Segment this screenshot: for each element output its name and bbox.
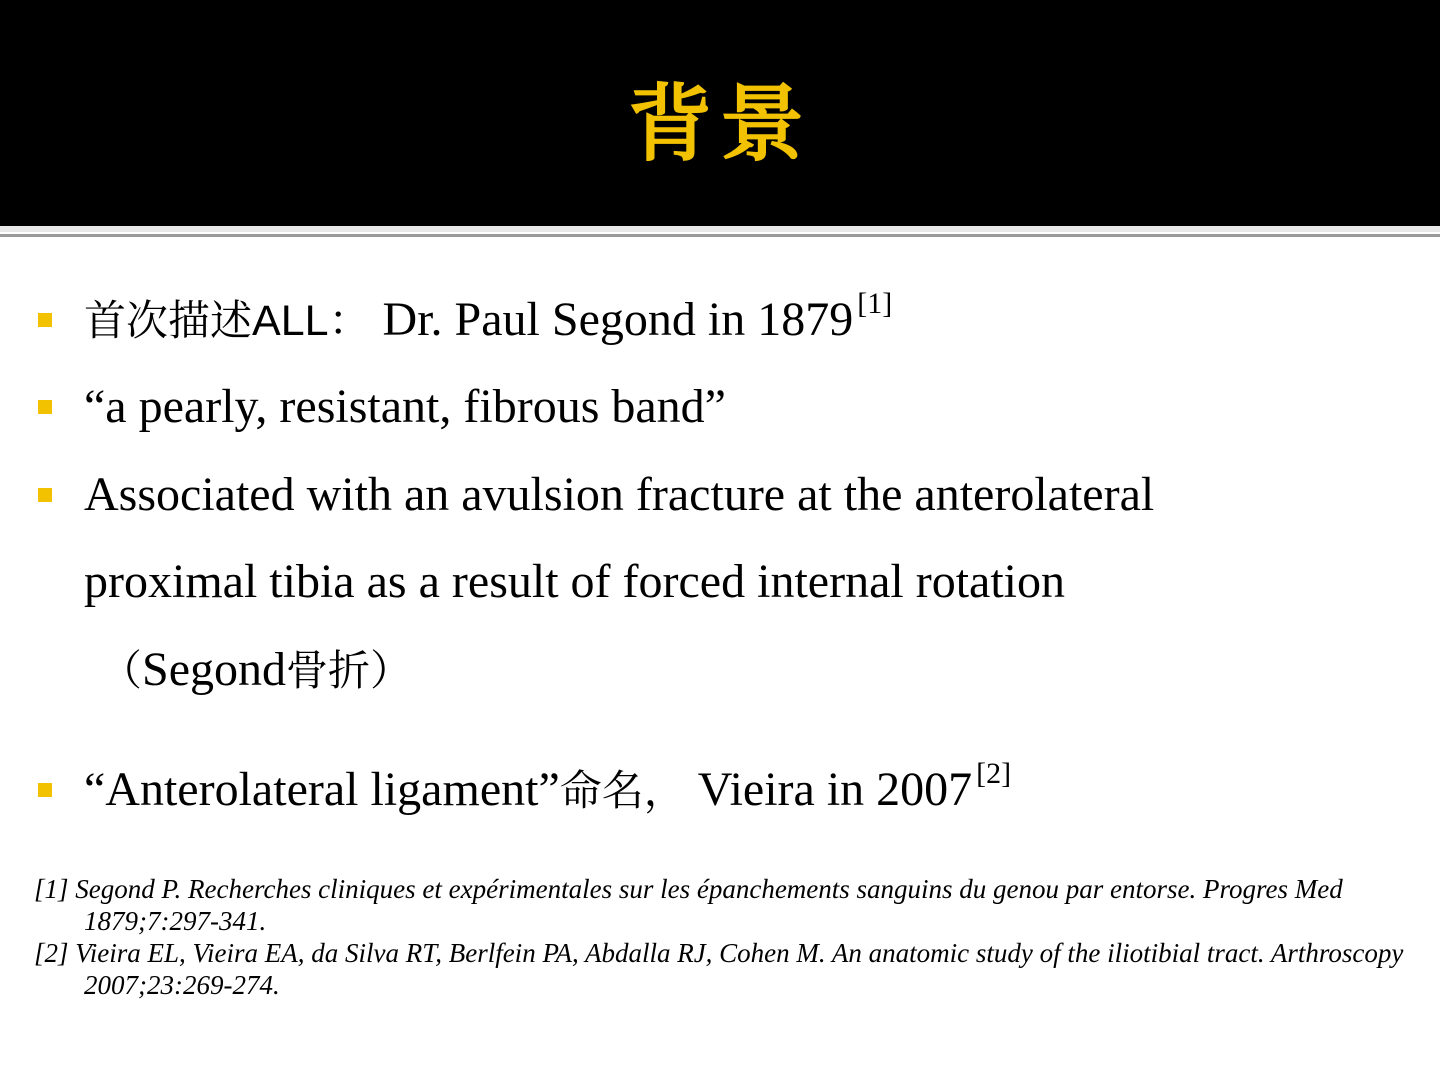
bullet-1-term: ALL xyxy=(252,297,329,345)
bullet-marker xyxy=(38,783,52,797)
header-divider xyxy=(0,226,1440,232)
bullet-marker xyxy=(38,488,52,502)
reference-2: [2] Vieira EL, Vieira EA, da Silva RT, Berlfein PA, Abdalla RJ, Cohen M. An anatomic study of the iliotibial tract. Arthroscopy 2007;23:269-274. xyxy=(34,938,1404,1000)
bullet-3-line-1: Associated with an avulsion fracture at the anterolateral xyxy=(84,468,1155,521)
bullet-4-cjk: 命名， xyxy=(559,766,686,815)
header-divider-line xyxy=(0,234,1440,237)
bullet-1 xyxy=(84,287,893,351)
paren-close: ） xyxy=(370,646,413,695)
bullet-marker xyxy=(38,400,52,414)
citation-1: [1] xyxy=(857,287,893,320)
bullet-1-text: Dr. Paul Segond in 1879 xyxy=(382,293,854,346)
bullet-4 xyxy=(84,757,1012,821)
citation-2: [2] xyxy=(976,757,1012,790)
bullet-1-cjk: 首次描述 xyxy=(84,296,253,345)
bullet-4-text: Vieira in 2007 xyxy=(697,763,973,816)
references xyxy=(34,873,1414,1001)
bullet-1-sep: ： xyxy=(328,296,371,345)
title-bar xyxy=(0,0,1440,226)
segond-label: Segond xyxy=(142,643,287,696)
fracture-label: 骨折 xyxy=(286,646,371,695)
bullet-marker xyxy=(38,313,52,327)
bullet-4-term: “Anterolateral ligament” xyxy=(84,763,560,816)
reference-1: [1] Segond P. Recherches cliniques et expérimentales sur les épanchements sanguins du genou par entorse. Progres Med 1879;7:297-341. xyxy=(34,874,1343,936)
slide-title: 背景 xyxy=(627,74,812,173)
paren-open: （ xyxy=(100,646,143,695)
bullet-3-line-2: proximal tibia as a result of forced internal rotation xyxy=(84,555,1065,608)
bullet-2: “a pearly, resistant, fibrous band” xyxy=(84,380,726,433)
bullet-3-line-3 xyxy=(100,640,412,701)
